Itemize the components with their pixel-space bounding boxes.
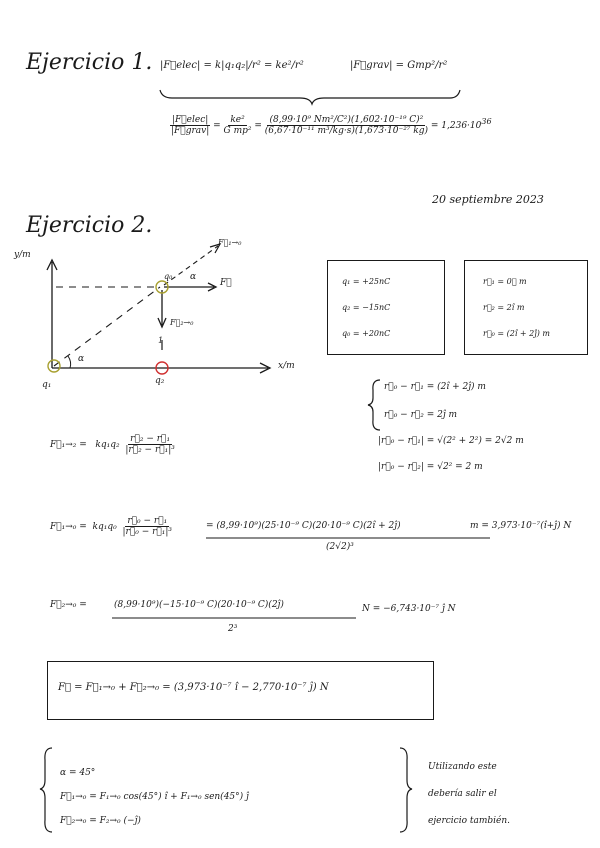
alpha-label-top: α bbox=[190, 272, 197, 282]
f10-expr-num: = (8,99·10⁹)(25·10⁻⁹ C)(20·10⁻⁹ C)(2î + 2ĵ) bbox=[206, 521, 401, 531]
ratio-exponent: 36 bbox=[481, 117, 492, 126]
f10-den: |r⃗₀ − r⃗₁|³ bbox=[122, 527, 173, 537]
f10-label: F⃗₁→₀ bbox=[218, 238, 242, 247]
date: 20 septiembre 2023 bbox=[432, 193, 544, 206]
mod-r0-r2: |r⃗₀ − r⃗₂| = √2² = 2 m bbox=[378, 462, 483, 472]
note-line-2: debería salir el bbox=[428, 789, 497, 799]
felec-definition: |F⃗elec| = k|q₁q₂|/r² = ke²/r² bbox=[160, 60, 304, 71]
dashed-diagonal bbox=[54, 287, 160, 366]
alpha-label: α bbox=[78, 354, 85, 364]
f10-k: kq₁q₀ bbox=[92, 522, 117, 532]
alt-brace-left bbox=[40, 748, 52, 832]
f20-num: (8,99·10⁹)(−15·10⁻⁹ C)(20·10⁻⁹ C)(2ĵ) bbox=[114, 600, 284, 610]
ratio-result: = 1,236·10 bbox=[430, 121, 482, 131]
total-force: F⃗ = F⃗₁→₀ + F⃗₂→₀ = (3,973·10⁻⁷ î − 2,770·10⁻⁷ ĵ) N bbox=[58, 682, 329, 693]
position-r0: r⃗₀ = (2î + 2ĵ) m bbox=[483, 329, 550, 338]
f10-num: r⃗₀ − r⃗₁ bbox=[127, 516, 168, 526]
f10-lhs: F⃗₁→₀ = bbox=[50, 522, 87, 532]
alt-brace-right bbox=[400, 748, 412, 832]
coulomb-general bbox=[50, 434, 175, 455]
ratio-equation: $\frac{\text{|F⃗elec|}}{\text{|F⃗grav|}}$ = $\frac{\text{ke²}}{\text{G mp²}}$ = $\frac{\text{(8,99·10⁹ Nm²/C²)(1,602·10⁻¹⁹ C)²}}{\text{(6,67·10⁻¹¹ m³/kg·s)(1,673·10⁻²⁷ kg)}}$ = $1,236\cdot 10^{36}$ bbox=[171, 115, 492, 136]
f-total-label: F⃗ bbox=[220, 278, 232, 288]
f10-equation bbox=[50, 516, 172, 537]
note-line-3: ejercicio también. bbox=[428, 816, 511, 826]
alt-f10: F⃗₁→₀ = F₁→₀ cos(45°) î + F₁→₀ sen(45°) ĵ bbox=[60, 792, 249, 802]
q0-label: q₀ bbox=[164, 272, 173, 281]
charge-q0: q₀ = +20nC bbox=[342, 329, 391, 338]
f10-expr-den: (2√2)³ bbox=[326, 542, 354, 552]
diff-brace bbox=[368, 380, 380, 430]
total-force-box bbox=[47, 661, 434, 720]
note-line-1: Utilizando este bbox=[428, 762, 497, 772]
y-axis-label: y/m bbox=[14, 250, 31, 260]
alt-f20: F⃗₂→₀ = F₂→₀ (−ĵ) bbox=[60, 816, 141, 826]
x-axis-label: x/m bbox=[278, 361, 295, 371]
ratio-mid-den: G mp² bbox=[223, 126, 252, 136]
ratio-rhs-num: (8,99·10⁹ Nm²/C²)(1,602·10⁻¹⁹ C)² bbox=[269, 115, 424, 125]
charge-q1: q₁ = +25nC bbox=[342, 277, 391, 286]
f20-den: 2³ bbox=[228, 624, 238, 634]
f10-result: m = 3,973·10⁻⁷(î+ĵ) N bbox=[470, 521, 572, 531]
ratio-lhs-num: |F⃗elec| bbox=[172, 115, 209, 125]
alpha-arc bbox=[68, 356, 71, 368]
f10-fraction bbox=[122, 516, 172, 537]
mid-mark: 1 bbox=[158, 336, 164, 345]
ex2-title: Ejercicio 2. bbox=[26, 213, 153, 238]
ex1-brace bbox=[160, 90, 460, 104]
position-r1: r⃗₁ = 0⃗ m bbox=[483, 277, 527, 286]
coulomb-num: r⃗₂ − r⃗₁ bbox=[130, 434, 171, 444]
position-r2: r⃗₂ = 2î m bbox=[483, 303, 525, 312]
f20-label: F⃗₂→₀ bbox=[170, 318, 194, 327]
fgrav-definition: |F⃗grav| = Gmp²/r² bbox=[350, 60, 448, 71]
ratio-rhs-den: (6,67·10⁻¹¹ m³/kg·s)(1,673·10⁻²⁷ kg) bbox=[264, 126, 428, 136]
mod-r0-r1: |r⃗₀ − r⃗₁| = √(2² + 2²) = 2√2 m bbox=[378, 436, 524, 446]
ex1-title: Ejercicio 1. bbox=[26, 50, 153, 75]
f20-result: N = −6,743·10⁻⁷ ĵ N bbox=[362, 604, 456, 614]
coulomb-den: |r⃗₂ − r⃗₁|³ bbox=[125, 445, 175, 455]
diff-r0-r1: r⃗₀ − r⃗₁ = (2î + 2ĵ) m bbox=[384, 382, 486, 392]
ratio-mid-num: ke² bbox=[230, 115, 245, 125]
charges-box bbox=[327, 260, 445, 355]
positions-box bbox=[464, 260, 588, 355]
coulomb-lhs: F⃗₁→₂ = bbox=[50, 440, 87, 450]
alt-alpha: α = 45° bbox=[60, 768, 96, 778]
ratio-lhs-den: |F⃗grav| bbox=[171, 126, 210, 136]
q2-label: q₂ bbox=[155, 376, 165, 386]
coulomb-fraction bbox=[125, 434, 175, 455]
f20-lhs: F⃗₂→₀ = bbox=[50, 600, 87, 610]
coulomb-k: kq₁q₂ bbox=[95, 440, 120, 450]
q1-label: q₁ bbox=[42, 380, 52, 390]
diff-r0-r2: r⃗₀ − r⃗₂ = 2ĵ m bbox=[384, 410, 458, 420]
charge-q2: q₂ = −15nC bbox=[342, 303, 391, 312]
